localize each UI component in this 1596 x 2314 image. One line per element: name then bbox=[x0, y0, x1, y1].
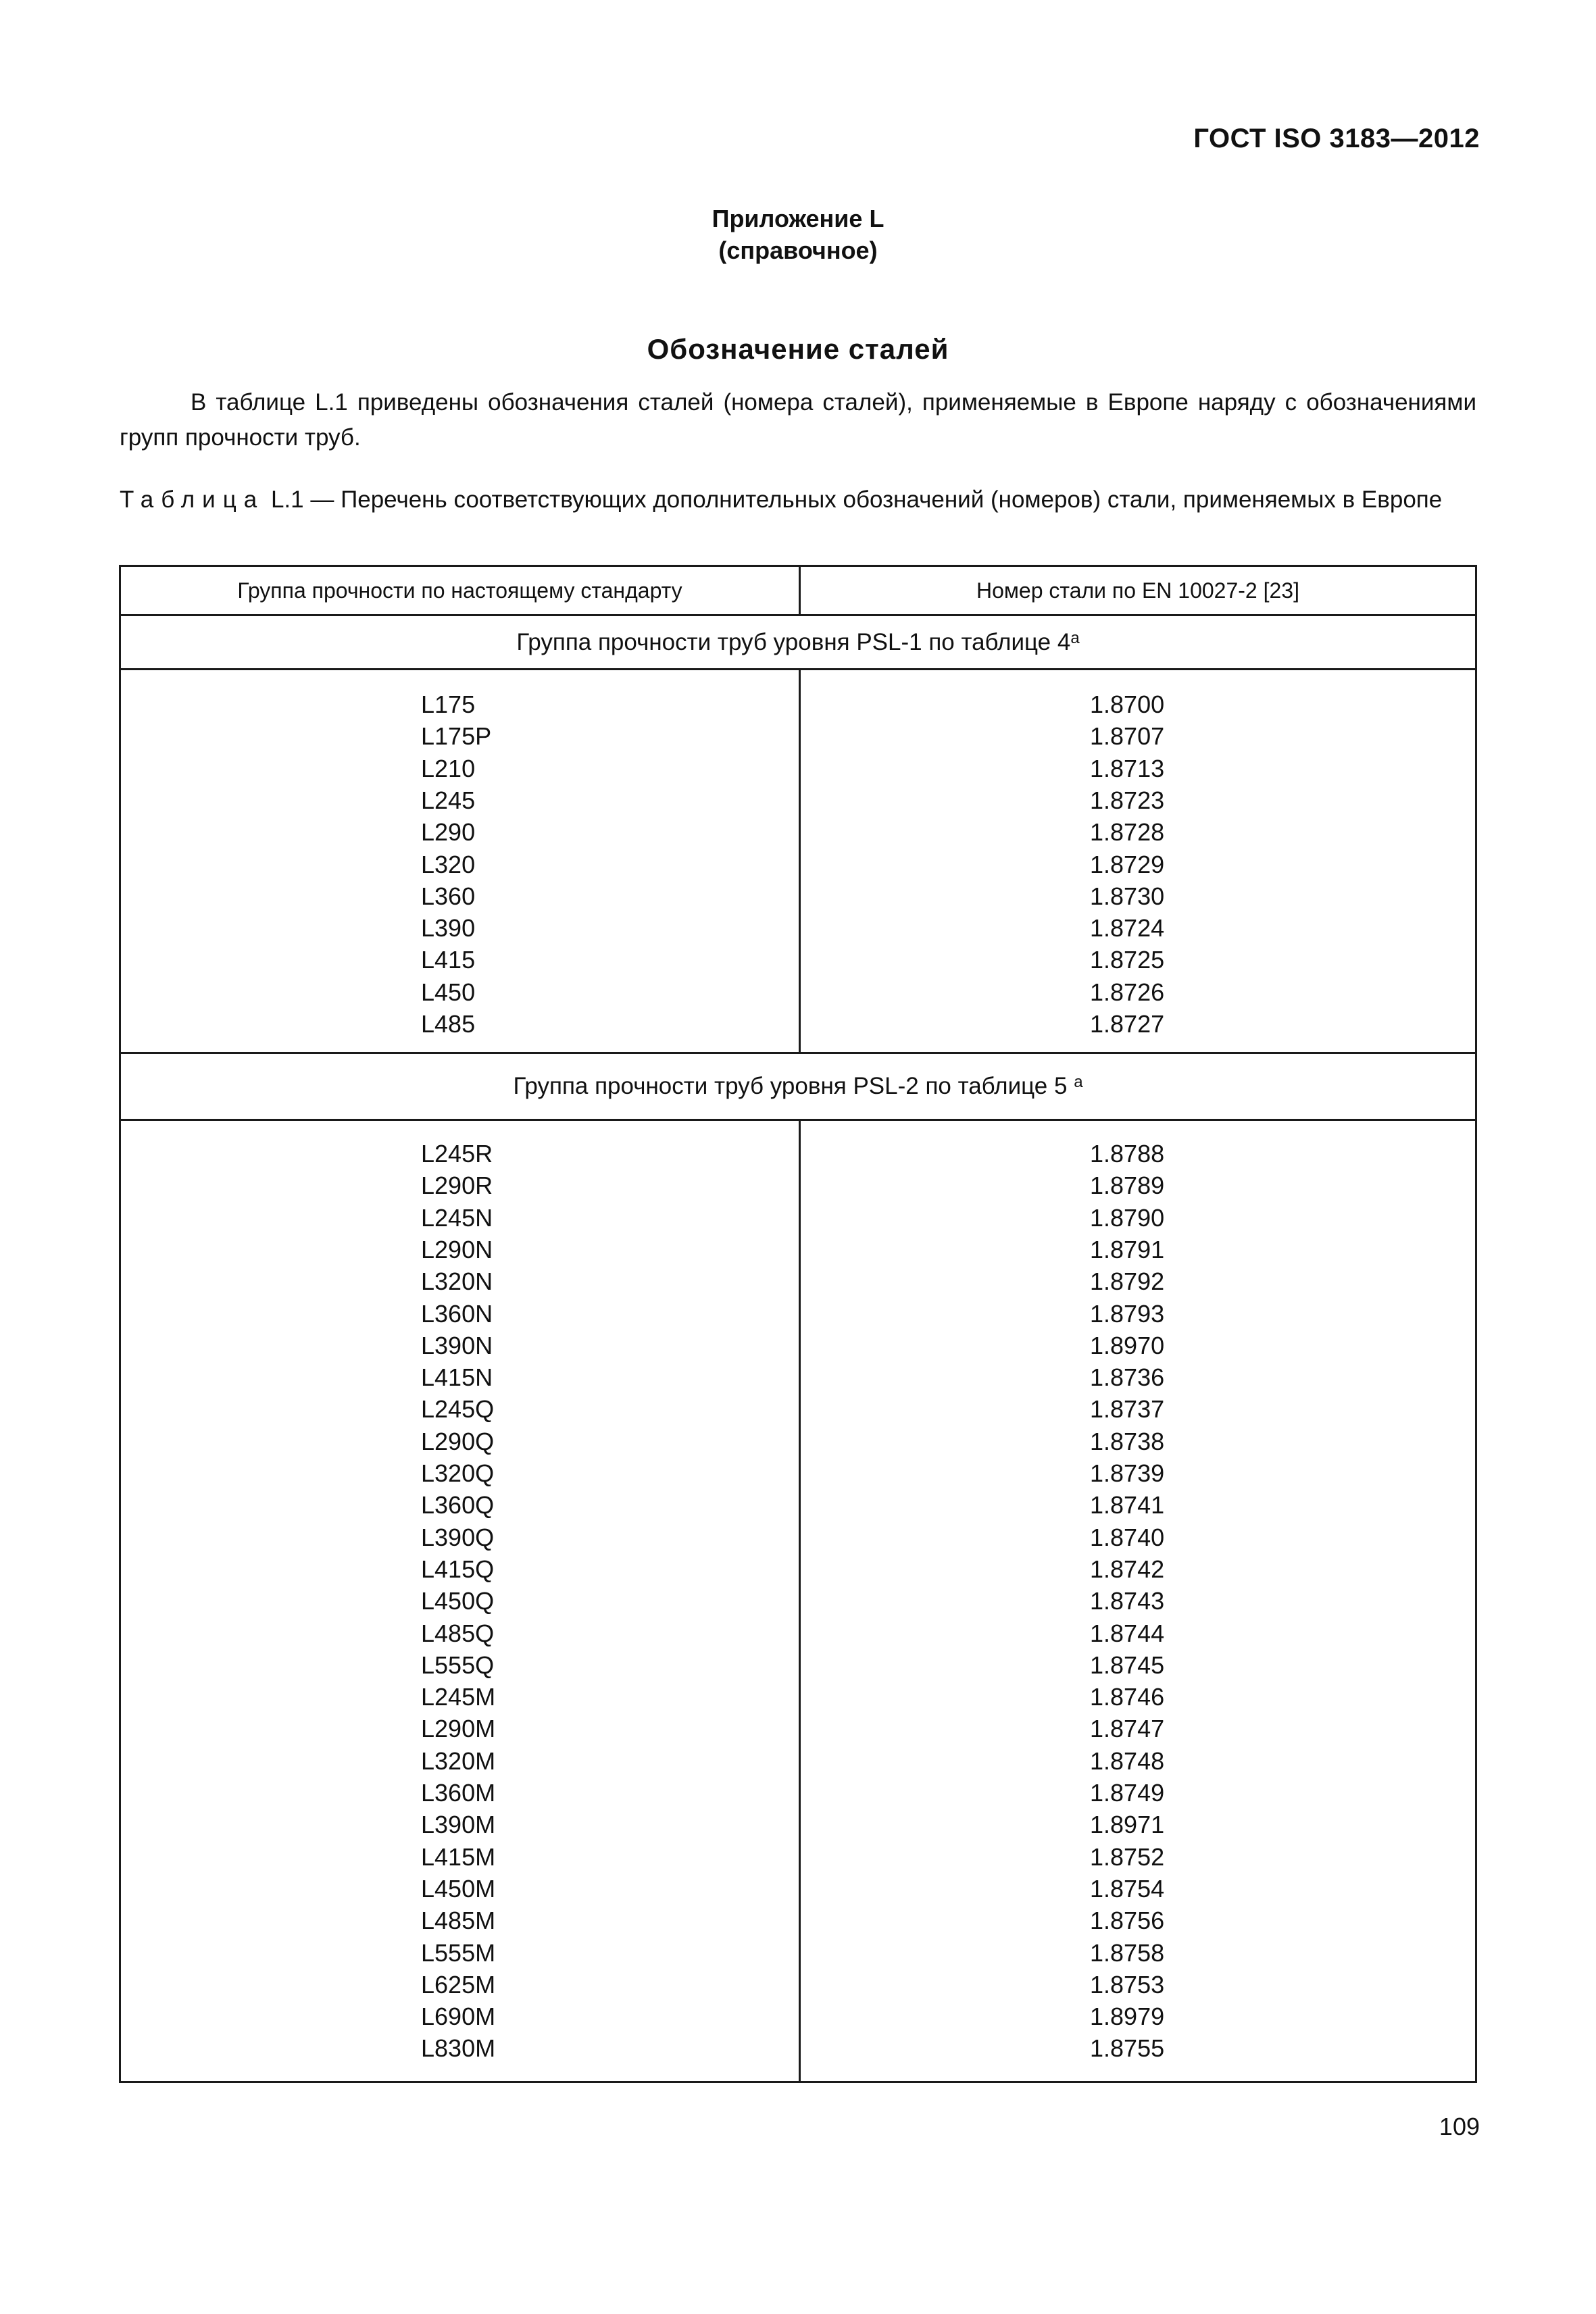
column-divider-psl2 bbox=[799, 1119, 801, 2081]
table-row bbox=[121, 1873, 1475, 1905]
strength-grade-cell: L485Q bbox=[421, 1619, 495, 1647]
steel-number-cell: 1.8753 bbox=[1090, 1970, 1165, 1998]
strength-grade-cell: L830M bbox=[421, 2034, 496, 2063]
page-number: 109 bbox=[1439, 2113, 1480, 2140]
steel-number-cell: 1.8746 bbox=[1090, 1683, 1165, 1711]
steel-designation-table bbox=[119, 565, 1477, 2083]
annex-heading bbox=[0, 203, 1596, 266]
table-row bbox=[121, 1393, 1475, 1425]
table-row bbox=[121, 1457, 1475, 1489]
table-row bbox=[121, 1937, 1475, 1969]
steel-number-cell: 1.8738 bbox=[1090, 1427, 1165, 1455]
table-row bbox=[121, 880, 1475, 912]
strength-grade-cell: L450M bbox=[421, 1874, 496, 1903]
strength-grade-cell: L175P bbox=[421, 722, 492, 751]
steel-number-cell: 1.8726 bbox=[1090, 978, 1165, 1006]
steel-number-cell: 1.8788 bbox=[1090, 1140, 1165, 1167]
strength-grade-cell: L210 bbox=[421, 754, 476, 782]
group-psl2-note: a bbox=[1074, 1073, 1083, 1091]
strength-grade-cell: L245M bbox=[421, 1683, 496, 1711]
strength-grade-cell: L290R bbox=[421, 1172, 493, 1200]
table-row bbox=[121, 1809, 1475, 1840]
table-row bbox=[121, 1234, 1475, 1265]
table-row bbox=[121, 1905, 1475, 1936]
strength-grade-cell: L390M bbox=[421, 1811, 496, 1839]
table-caption-label: Таблица bbox=[120, 486, 265, 513]
group-psl2-heading bbox=[121, 1054, 1475, 1119]
steel-number-cell: 1.8742 bbox=[1090, 1555, 1165, 1583]
table-row bbox=[121, 1265, 1475, 1297]
steel-number-cell: 1.8745 bbox=[1090, 1651, 1165, 1679]
column-divider-header bbox=[799, 567, 801, 614]
steel-number-cell: 1.8737 bbox=[1090, 1395, 1165, 1424]
steel-number-cell: 1.8790 bbox=[1090, 1203, 1165, 1232]
steel-number-cell: 1.8971 bbox=[1090, 1811, 1165, 1839]
steel-number-cell: 1.8727 bbox=[1090, 1010, 1165, 1038]
table-row bbox=[121, 753, 1475, 784]
table-row bbox=[121, 1489, 1475, 1521]
group-psl2-divider-bottom bbox=[121, 1119, 1475, 1121]
table-row bbox=[121, 976, 1475, 1008]
steel-number-cell: 1.8728 bbox=[1090, 818, 1165, 847]
group-psl1-divider bbox=[121, 668, 1475, 670]
table-row bbox=[121, 1008, 1475, 1040]
strength-grade-cell: L245N bbox=[421, 1203, 493, 1232]
table-row bbox=[121, 2032, 1475, 2064]
annex-title: Приложение L bbox=[712, 205, 884, 232]
strength-grade-cell: L390 bbox=[421, 914, 476, 942]
strength-grade-cell: L415M bbox=[421, 1842, 496, 1871]
table-row bbox=[121, 1969, 1475, 2001]
table-row bbox=[121, 1585, 1475, 1617]
strength-grade-cell: L555Q bbox=[421, 1651, 495, 1679]
steel-number-cell: 1.8752 bbox=[1090, 1842, 1165, 1871]
table-row bbox=[121, 1617, 1475, 1649]
table-row bbox=[121, 1521, 1475, 1553]
strength-grade-cell: L320M bbox=[421, 1746, 496, 1775]
strength-grade-cell: L320 bbox=[421, 850, 476, 878]
strength-grade-cell: L360N bbox=[421, 1299, 493, 1328]
strength-grade-cell: L625M bbox=[421, 1970, 496, 1998]
strength-grade-cell: L485 bbox=[421, 1010, 476, 1038]
steel-number-cell: 1.8747 bbox=[1090, 1715, 1165, 1743]
table-row bbox=[121, 1841, 1475, 1873]
table-row bbox=[121, 1298, 1475, 1330]
group-psl1-title: Группа прочности труб уровня PSL-1 по таблице 4 bbox=[516, 628, 1071, 655]
table-row bbox=[121, 1202, 1475, 1234]
steel-number-cell: 1.8725 bbox=[1090, 946, 1165, 974]
steel-number-cell: 1.8700 bbox=[1090, 690, 1165, 718]
table-caption-text: L.1 — Перечень соответствующих дополнительных обозначений (номеров) стали, применяемых в Европе bbox=[270, 486, 1443, 513]
steel-number-cell: 1.8744 bbox=[1090, 1619, 1165, 1647]
steel-number-cell: 1.8707 bbox=[1090, 722, 1165, 751]
steel-number-cell: 1.8793 bbox=[1090, 1299, 1165, 1328]
table-row bbox=[121, 816, 1475, 848]
steel-number-cell: 1.8791 bbox=[1090, 1235, 1165, 1263]
strength-grade-cell: L320Q bbox=[421, 1459, 495, 1487]
steel-number-cell: 1.8740 bbox=[1090, 1523, 1165, 1551]
table-row bbox=[121, 784, 1475, 816]
table-row bbox=[121, 1330, 1475, 1361]
strength-grade-cell: L290M bbox=[421, 1715, 496, 1743]
strength-grade-cell: L415Q bbox=[421, 1555, 495, 1583]
steel-number-cell: 1.8756 bbox=[1090, 1907, 1165, 1935]
steel-number-cell: 1.8729 bbox=[1090, 850, 1165, 878]
table-row bbox=[121, 2001, 1475, 2032]
group-psl2-title: Группа прочности труб уровня PSL-2 по таблице 5 bbox=[513, 1073, 1068, 1099]
table-row bbox=[121, 1649, 1475, 1681]
intro-paragraph: В таблице L.1 приведены обозначения сталей (номера сталей), применяемые в Европе наряду с обозначениями групп прочности труб. bbox=[120, 389, 1476, 451]
steel-number-cell: 1.8970 bbox=[1090, 1331, 1165, 1359]
table-row bbox=[121, 1553, 1475, 1585]
strength-grade-cell: L485M bbox=[421, 1907, 496, 1935]
document-code: ГОСТ ISO 3183—2012 bbox=[1193, 124, 1480, 153]
column-divider-psl1 bbox=[799, 668, 801, 1052]
strength-grade-cell: L415N bbox=[421, 1363, 493, 1392]
table-row bbox=[121, 1426, 1475, 1457]
steel-number-cell: 1.8723 bbox=[1090, 786, 1165, 814]
strength-grade-cell: L690M bbox=[421, 2003, 496, 2031]
table-row bbox=[121, 1681, 1475, 1713]
strength-grade-cell: L245 bbox=[421, 786, 476, 814]
group-psl1-heading bbox=[121, 616, 1475, 668]
annex-subtitle: (справочное) bbox=[718, 236, 878, 264]
strength-grade-cell: L450Q bbox=[421, 1587, 495, 1615]
strength-grade-cell: L290N bbox=[421, 1235, 493, 1263]
steel-number-cell: 1.8792 bbox=[1090, 1267, 1165, 1296]
strength-grade-cell: L360Q bbox=[421, 1491, 495, 1519]
strength-grade-cell: L245Q bbox=[421, 1395, 495, 1424]
table-row bbox=[121, 1713, 1475, 1744]
strength-grade-cell: L555M bbox=[421, 1938, 496, 1967]
steel-number-cell: 1.8741 bbox=[1090, 1491, 1165, 1519]
steel-number-cell: 1.8755 bbox=[1090, 2034, 1165, 2063]
strength-grade-cell: L390Q bbox=[421, 1523, 495, 1551]
table-row bbox=[121, 1169, 1475, 1201]
steel-number-cell: 1.8749 bbox=[1090, 1779, 1165, 1807]
steel-number-cell: 1.8758 bbox=[1090, 1938, 1165, 1967]
steel-number-cell: 1.8748 bbox=[1090, 1746, 1165, 1775]
table-row bbox=[121, 944, 1475, 976]
column-header-strength-group: Группа прочности по настоящему стандарту bbox=[237, 578, 682, 603]
steel-number-cell: 1.8724 bbox=[1090, 914, 1165, 942]
table-row bbox=[121, 720, 1475, 752]
steel-number-cell: 1.8754 bbox=[1090, 1874, 1165, 1903]
strength-grade-cell: L390N bbox=[421, 1331, 493, 1359]
steel-number-cell: 1.8713 bbox=[1090, 754, 1165, 782]
strength-grade-cell: L175 bbox=[421, 690, 476, 718]
group-psl1-note: a bbox=[1070, 628, 1080, 647]
steel-number-cell: 1.8743 bbox=[1090, 1587, 1165, 1615]
table-row bbox=[121, 912, 1475, 944]
steel-number-cell: 1.8789 bbox=[1090, 1172, 1165, 1200]
table-row bbox=[121, 849, 1475, 880]
strength-grade-cell: L360 bbox=[421, 882, 476, 910]
strength-grade-cell: L415 bbox=[421, 946, 476, 974]
table-row bbox=[121, 1745, 1475, 1777]
strength-grade-cell: L290Q bbox=[421, 1427, 495, 1455]
table-row bbox=[121, 1777, 1475, 1809]
strength-grade-cell: L450 bbox=[421, 978, 476, 1006]
strength-grade-cell: L360M bbox=[421, 1779, 496, 1807]
strength-grade-cell: L245R bbox=[421, 1140, 493, 1167]
steel-number-cell: 1.8979 bbox=[1090, 2003, 1165, 2031]
section-title: Обозначение сталей bbox=[647, 333, 949, 365]
column-header-steel-number: Номер стали по EN 10027-2 [23] bbox=[976, 578, 1299, 603]
steel-number-cell: 1.8730 bbox=[1090, 882, 1165, 910]
table-caption bbox=[120, 482, 1476, 518]
table-row bbox=[121, 1361, 1475, 1393]
steel-number-cell: 1.8736 bbox=[1090, 1363, 1165, 1392]
table-row bbox=[121, 688, 1475, 720]
strength-grade-cell: L320N bbox=[421, 1267, 493, 1296]
steel-number-cell: 1.8739 bbox=[1090, 1459, 1165, 1487]
strength-grade-cell: L290 bbox=[421, 818, 476, 847]
table-row bbox=[121, 1138, 1475, 1169]
